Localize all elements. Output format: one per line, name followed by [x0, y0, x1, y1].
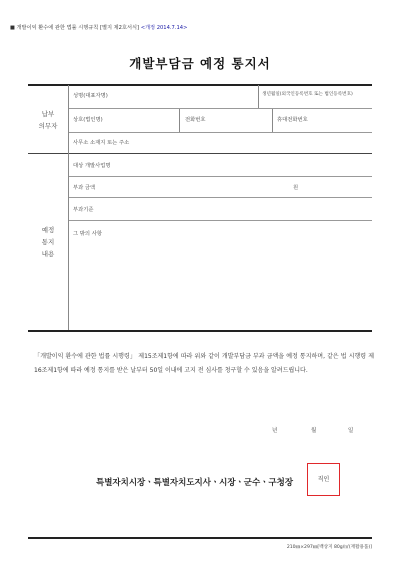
amount-label: 부과 금액 [73, 185, 96, 191]
paper-spec-footer: 210㎜×297㎜[백상지 80g/㎡(재활용품)] [286, 545, 372, 550]
project-label: 대상 개발사업명 [73, 163, 111, 169]
recipient-section-label: 납부 의무자 [38, 110, 58, 130]
form-header [10, 24, 187, 31]
address-label: 사무소 소재지 또는 주소 [73, 140, 130, 146]
date-month: 월 [311, 428, 317, 434]
form-header-text: ■ 개발이익 환수에 관한 법률 시행규칙 [별지 제2호서식] [10, 25, 140, 31]
birth-label: 생년월일(외국인등록번호 또는 법인등록번호) [262, 92, 353, 97]
company-label: 상호(법인명) [73, 117, 103, 123]
phone-label: 전화번호 [185, 117, 206, 123]
row-divider [68, 197, 372, 198]
mobile-label: 휴대전화번호 [277, 117, 308, 123]
table-bottom-border [28, 330, 372, 332]
cell-divider [272, 109, 273, 132]
issuing-authority: 특별자치시장ㆍ특별자치도지사ㆍ시장ㆍ군수ㆍ구청장 [96, 478, 294, 488]
notice-paragraph: 「개발이익 환수에 관한 법률 시행령」 제15조제1항에 따라 위와 같이 개발부담금 부과 금액을 예정 통지하며, 같은 법 시행령 제16조제1항에 따라 예정 통지를 받은 날부터 50일 이내에 고지 전 심사를 청구할 수 있음을 알려드립니다. [34, 353, 374, 374]
date-year: 년 [272, 428, 278, 434]
name-label: 성명(대표자명) [73, 93, 108, 99]
document-title: 개발부담금 예정 통지서 [129, 56, 271, 71]
form-revision: <개정 2014.7.14> [140, 25, 188, 31]
official-seal: 직인 [307, 463, 340, 496]
date-line [0, 426, 400, 436]
date-day: 일 [348, 428, 354, 434]
cell-divider [258, 85, 259, 108]
row-divider [68, 108, 372, 109]
plan-section-label: 예정 통지 내용 [41, 226, 55, 258]
table-top-border [28, 84, 372, 86]
basis-label: 부과기준 [73, 207, 94, 213]
amount-unit: 원 [293, 185, 299, 191]
cell-divider [179, 109, 180, 132]
section-divider [28, 153, 372, 154]
row-divider [68, 220, 372, 221]
row-divider [68, 132, 372, 133]
other-label: 그 밖의 사항 [73, 231, 102, 237]
label-column-divider [68, 85, 69, 330]
row-divider [68, 176, 372, 177]
footer-border [28, 537, 372, 539]
